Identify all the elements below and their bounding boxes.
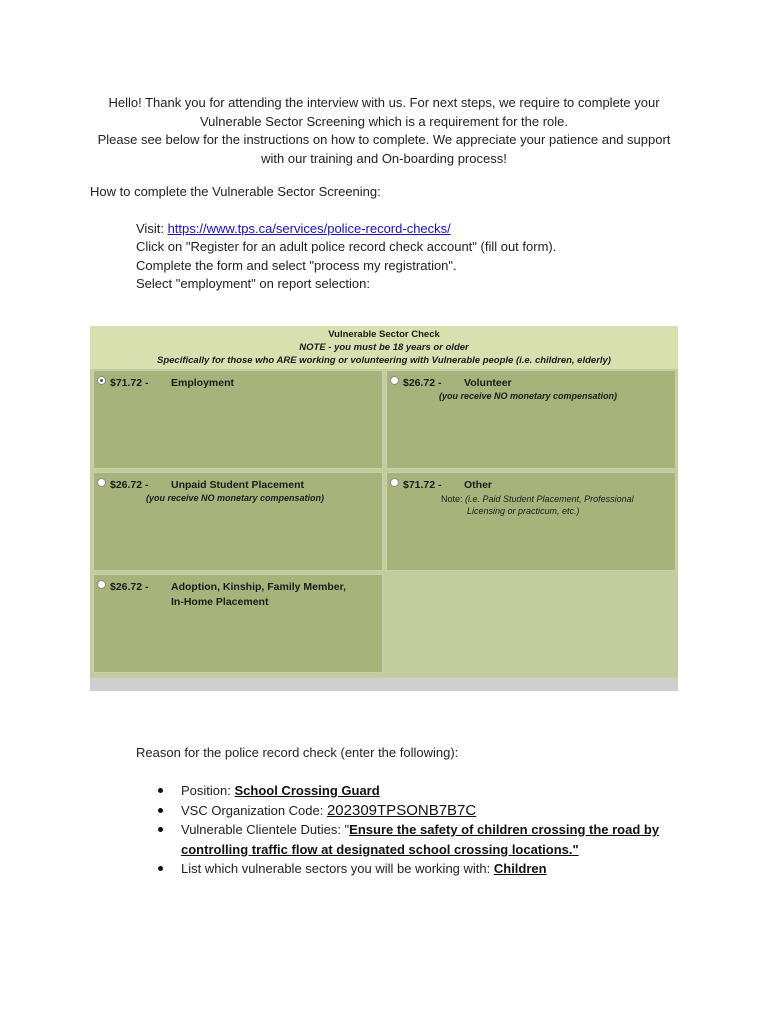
duties-value: Ensure the safety of children crossing the road by controlling traffic flow at designated school crossing locations." [181,822,660,857]
note-text-2: Licensing or practicum, etc.) [467,506,580,516]
radio-icon[interactable] [390,376,399,385]
note-text-1: (i.e. Paid Student Placement, Professional [465,494,634,504]
step-select: Select "employment" on report selection: [136,275,370,291]
option-category: Unpaid Student Placement [171,479,305,491]
option-price: $26.72 - [110,479,149,491]
option-sub-note: (you receive NO monetary compensation) [146,493,325,503]
note-label: Note: [441,494,466,504]
step-register: Click on "Register for an adult police record check account" (fill out form). [136,239,557,255]
bullet-org-code [158,801,678,821]
option-adoption[interactable] [93,574,383,673]
reason-bullets [158,781,678,879]
bullet-dot-icon [158,866,163,871]
vsc-bottom-bar [90,678,678,691]
sectors-label: List which vulnerable sectors you will be working with: [181,861,494,876]
reason-heading: Reason for the police record check (enter the following): [136,745,459,760]
step-visit [136,220,556,238]
option-category-line-2: In-Home Placement [171,596,269,608]
option-price: $26.72 - [403,377,442,389]
radio-selected-icon[interactable] [97,376,106,385]
vsc-title: Vulnerable Sector Check [328,329,440,340]
vsc-age-note: NOTE - you must be 18 years or older [299,342,469,353]
radio-icon[interactable] [97,478,106,487]
bullet-sectors [158,859,678,879]
bullet-position [158,781,678,801]
option-unpaid-student[interactable] [93,472,383,571]
org-label: VSC Organization Code: [181,802,327,818]
bullet-dot-icon [158,827,163,832]
bullet-dot-icon [158,788,163,793]
org-code-value: 202309TPSONB7B7C [326,801,477,819]
option-category: Volunteer [464,377,512,389]
vsc-eligibility: Specifically for those who ARE working or volunteering with Vulnerable people (i.e. children, elderly) [157,355,611,366]
intro-line-1: Hello! Thank you for attending the interview with us. For next steps, we require to complete your Vulnerable Sector Screening which is a requirement for the role. [108,95,660,129]
sectors-value: Children [493,861,547,876]
howto-heading: How to complete the Vulnerable Sector Screening: [90,184,381,199]
position-value: School Crossing Guard [234,783,380,798]
option-price: $71.72 - [403,479,442,491]
option-volunteer[interactable] [386,370,676,469]
option-note [441,493,634,517]
option-other[interactable] [386,472,676,571]
visit-prefix: Visit: [136,221,168,236]
option-category: Employment [171,377,235,389]
option-price: $26.72 - [110,581,149,593]
option-price: $71.72 - [110,377,149,389]
vsc-selection-image [90,326,678,691]
radio-icon[interactable] [97,580,106,589]
tps-link[interactable]: https://www.tps.ca/services/police-record-checks/ [167,221,451,236]
option-employment[interactable] [93,370,383,469]
vsc-header [90,326,678,369]
step-process: Complete the form and select "process my registration". [136,257,457,273]
intro-line-2: Please see below for the instructions on how to complete. We appreciate your patience and support with our training and On-boarding process! [97,132,671,166]
bullet-dot-icon [158,808,163,813]
intro-paragraph [90,94,678,168]
radio-icon[interactable] [390,478,399,487]
option-category-line-1: Adoption, Kinship, Family Member, [171,581,347,593]
empty-cell [386,574,676,673]
position-label: Position: [181,783,235,798]
duties-label: Vulnerable Clientele Duties: " [181,822,350,837]
option-category: Other [464,479,493,491]
option-sub-note: (you receive NO monetary compensation) [439,391,618,401]
bullet-duties [158,820,678,859]
steps-list [136,220,556,293]
